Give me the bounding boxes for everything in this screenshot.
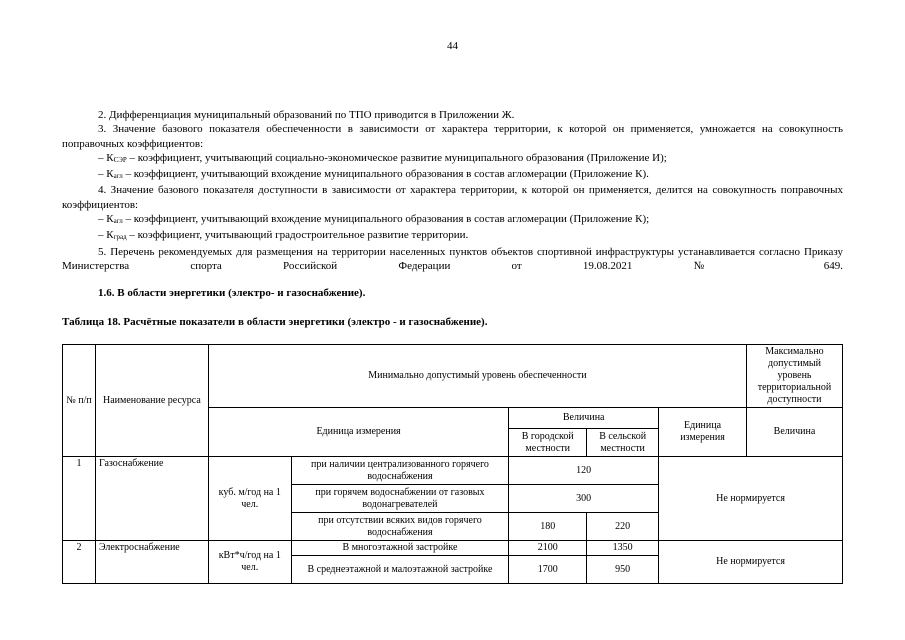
table-caption: Таблица 18. Расчётные показатели в области энергетики (электро - и газоснабжение). [62,316,488,328]
row-unit: куб. м/год на 1 чел. [208,457,291,541]
energy-indicators-table [62,344,843,584]
row-condition: при горячем водоснабжении от газовых водонагревателей [291,485,509,513]
section-heading: 1.6. В области энергетики (электро- и газоснабжение). [98,287,366,299]
coefficient-ser: – $К_{СЭР}$ – коэффициент, учитывающий социально-экономическое развитие муниципального образования (Приложение И); [98,151,667,164]
coefficient-agl-2: – $К_{агл}$ – коэффициент, учитывающий вхождение муниципального образования в состав агломерации (Приложение К); [98,213,650,226]
row-condition: при отсутствии всяких видов горячего водоснабжения [291,513,509,541]
row-value-urban: 1700 [509,556,587,584]
row-value-merged: 300 [509,485,659,513]
header-urban: В городской местности [509,429,587,457]
row-resource-name: Электроснабжение [95,541,208,584]
row-num: 2 [63,541,96,584]
row-num: 1 [63,457,96,541]
coefficient-agl-1: – $К_{агл}$ – коэффициент, учитывающий вхождение муниципального образования в состав агломерации (Приложение К). [98,168,649,181]
header-min-level: Минимально допустимый уровень обеспеченности [208,345,746,408]
row-not-normed: Не нормируется [659,457,843,541]
row-condition: В многоэтажной застройке [291,541,509,556]
row-value-rural: 1350 [587,541,659,556]
page-number: 44 [447,40,458,52]
row-not-normed: Не нормируется [659,541,843,584]
paragraph-2: 2. Дифференциация муниципальный образований по ТПО приводится в Приложении Ж. [98,109,515,121]
coefficient-grad: – $К_{град}$ – коэффициент, учитывающий градостроительное развитие территории. [98,229,469,242]
row-value-urban: 180 [509,513,587,541]
row-value-rural: 220 [587,513,659,541]
header-value: Величина [509,408,659,429]
table-row [63,541,843,556]
paragraph-4: 4. Значение базового показателя доступности в зависимости от характера территории, к которой он применяется, делится на совокупность поправочных коэффициентов: [62,184,843,211]
header-unit: Единица измерения [208,408,508,457]
header-resource: Наименование ресурса [95,345,208,457]
header-rural: В сельской местности [587,429,659,457]
row-value-urban: 2100 [509,541,587,556]
paragraph-5: 5. Перечень рекомендуемых для размещения на территории населенных пунктов объектов спортивной инфраструктуры устанавливается согласно Приказу Министерства спорта Российской Федерации от 19.08.2021 № 649. [62,245,843,272]
header-max-value: Величина [746,408,842,457]
row-resource-name: Газоснабжение [95,457,208,541]
row-value-merged: 120 [509,457,659,485]
body-text [62,108,843,273]
header-max-unit: Единица измерения [659,408,747,457]
table-row [63,457,843,485]
row-condition: при наличии централизованного горячего водоснабжения [291,457,509,485]
header-num: № п/п [63,345,96,457]
header-max-level: Максимально допустимый уровень территориальной доступности [746,345,842,408]
paragraph-3: 3. Значение базового показателя обеспеченности в зависимости от характера территории, к которой он применяется, умножается на совокупность поправочных коэффициентов: [62,123,843,150]
row-condition: В среднеэтажной и малоэтажной застройке [291,556,509,584]
row-unit: кВт*ч/год на 1 чел. [208,541,291,584]
row-value-rural: 950 [587,556,659,584]
